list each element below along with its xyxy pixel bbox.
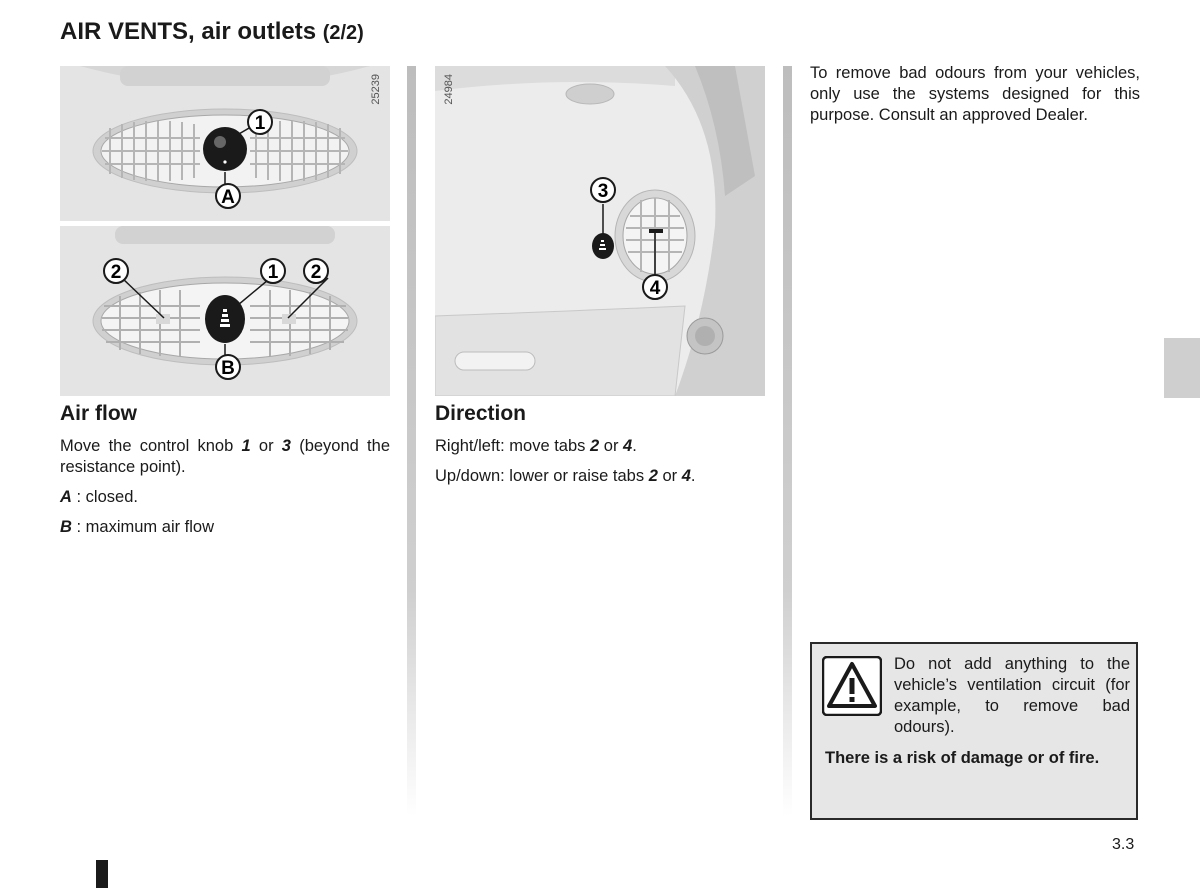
column-divider-left xyxy=(407,66,416,816)
page-title xyxy=(60,18,364,46)
warning-text: Do not add anything to the vehicle’s ventilation circuit (for example, to remove bad odours). xyxy=(894,655,1130,736)
airflow-heading: Air flow xyxy=(60,402,137,425)
airflow-option-b: B : maximum air flow xyxy=(60,518,215,536)
figure-vent-open xyxy=(60,226,390,396)
knob-1-ref: 1 xyxy=(241,437,251,455)
airflow-option-a: A : closed. xyxy=(60,488,138,506)
page-number: 3.3 xyxy=(1112,836,1135,853)
callout-3: 3 xyxy=(597,181,609,202)
warning-box xyxy=(810,642,1138,820)
callout-1-bottom: 1 xyxy=(267,262,279,283)
warning-triangle-icon xyxy=(822,656,882,716)
title-sub: (2/2) xyxy=(322,22,364,44)
direction-body xyxy=(435,436,765,496)
figure-code-left: 25239 xyxy=(370,74,382,105)
direction-right-left: Right/left: move tabs 2 or 4. xyxy=(435,437,637,455)
figure-vent-closed xyxy=(60,66,390,221)
airflow-body xyxy=(60,436,390,547)
knob-3-ref: 3 xyxy=(281,437,291,455)
callout-4: 4 xyxy=(649,278,661,299)
title-main: AIR VENTS, air outlets xyxy=(60,18,317,45)
chapter-tab xyxy=(1164,338,1200,398)
callout-2-left: 2 xyxy=(110,262,122,283)
airflow-intro: Move the control knob 1 or 3 (beyond the resistance point). xyxy=(60,437,390,476)
callout-2-right: 2 xyxy=(310,262,322,283)
column-divider-right xyxy=(783,66,792,816)
callout-A: A xyxy=(221,187,235,208)
callout-1-top: 1 xyxy=(254,113,266,134)
warning-emphasis: There is a risk of damage or of fire. xyxy=(825,749,1100,767)
odours-paragraph: To remove bad odours from your vehicles, only use the systems designed for this purpose. Consult an approved Dealer. xyxy=(810,64,1140,124)
figure-code-right: 24984 xyxy=(443,74,455,105)
figure-side-vent xyxy=(435,66,765,396)
callout-B: B xyxy=(221,358,235,379)
corner-mark xyxy=(96,860,108,888)
direction-up-down: Up/down: lower or raise tabs 2 or 4. xyxy=(435,467,696,485)
direction-heading: Direction xyxy=(435,402,527,425)
